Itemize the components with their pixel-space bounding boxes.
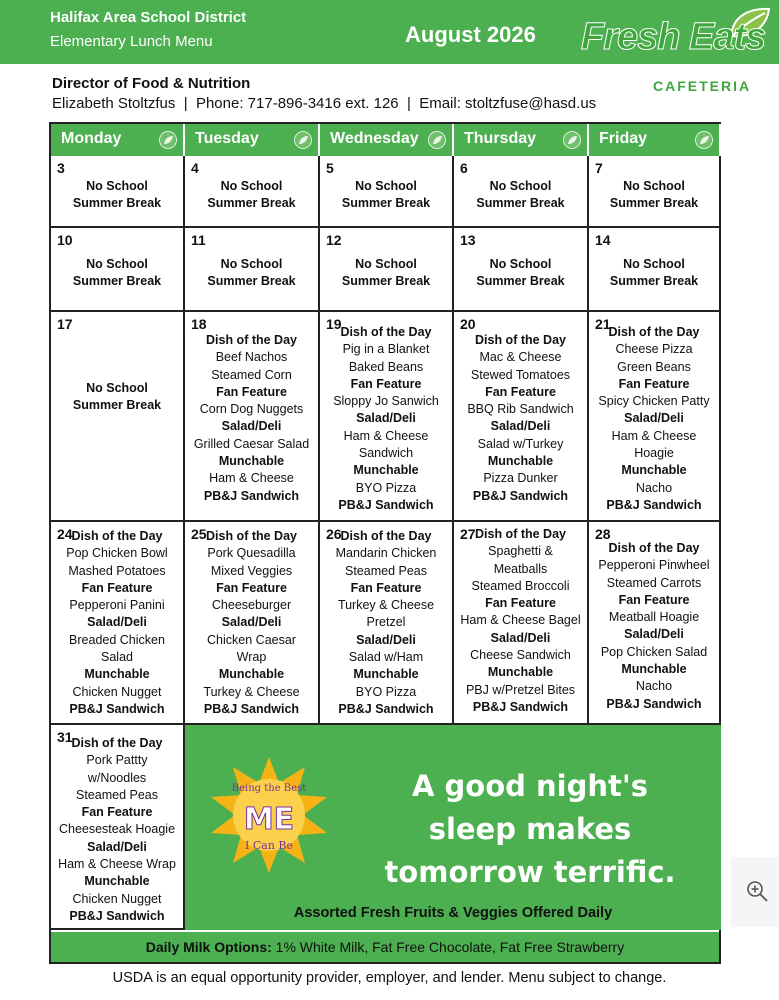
menu-item: Pizza Dunker [483,471,558,486]
menu-items [589,324,719,514]
menu-item: Pork Pattty [86,753,148,768]
milk-label: Daily Milk Options: [145,939,272,955]
badge-bottom-text: I Can Be [245,839,293,852]
calendar-day-25 [185,522,320,725]
menu-category: Munchable [84,667,150,682]
menu-category: PB&J Sandwich [203,488,300,503]
menu-category: Munchable [84,874,150,889]
menu-item: BBQ Rib Sandwich [467,402,574,417]
menu-item: Meatball Hoagie [608,610,700,625]
menu-category: No School [623,179,685,193]
day-header-thursday [454,124,589,156]
menu-category: Fan Feature [81,805,153,820]
menu-category: Dish of the Day [206,529,297,543]
menu-item: Spicy Chicken Patty [598,394,710,409]
menu-item: Mixed Veggies [210,563,293,578]
menu-category: Fan Feature [350,580,422,595]
day-header-friday [589,124,721,156]
menu-category: Fan Feature [485,596,556,611]
menu-item: Salad [101,650,133,665]
calendar-day-11 [185,228,320,312]
menu-item: Turkey & Cheese [203,684,300,699]
menu-category: No School [355,179,417,193]
menu-items [320,528,452,718]
menu-category: Summer Break [207,274,296,289]
day-number: 27 [460,526,476,542]
day-number: 3 [57,160,65,176]
menu-item: Cheesesteak Hoagie [58,822,176,837]
menu-items [589,256,719,291]
day-number: 7 [595,160,603,176]
menu-category: Fan Feature [81,580,153,595]
menu-category: No School [86,257,148,271]
menu-category: Fan Feature [618,376,690,391]
leaf-icon [294,131,312,149]
day-number: 28 [595,526,611,542]
day-header-tuesday [185,124,320,156]
menu-item: Breaded Chicken [69,632,165,647]
menu-item: BYO Pizza [355,684,417,699]
menu-item: Turkey & Cheese [337,598,435,613]
menu-category: Dish of the Day [340,529,432,543]
menu-item: Spaghetti & [488,544,553,559]
menu-category: Summer Break [72,398,162,413]
menu-category: PB&J Sandwich [338,701,434,716]
menu-category: Summer Break [609,274,699,289]
menu-category: Munchable [353,667,419,682]
menu-category: Salad/Deli [624,411,684,426]
menu-category: Dish of the Day [340,325,432,339]
menu-items [454,332,587,505]
menu-category: No School [220,179,283,193]
menu-item: Sandwich [358,446,414,461]
menu-category: PB&J Sandwich [69,908,165,923]
menu-items [51,528,183,718]
menu-item: Nacho [635,679,673,694]
calendar-day-10 [51,228,185,312]
calendar-day-24 [51,522,185,725]
menu-category: Munchable [487,665,554,680]
menu-item: Meatballs [493,561,548,576]
leaf-icon [695,131,713,149]
calendar-day-17 [51,312,185,522]
menu-item: Steamed Peas [76,787,158,802]
menu-item: Hoagie [634,446,674,461]
menu-items [454,178,587,213]
menu-item: Corn Dog Nuggets [199,402,304,417]
director-title: Director of Food & Nutrition [52,75,251,92]
menu-category: Summer Break [72,274,162,289]
menu-items [185,178,318,213]
sleep-slogan: A good night's sleep makes tomorrow terrific. [384,769,676,889]
menu-item: PBJ w/Pretzel Bites [465,682,576,697]
menu-item: Mandarin Chicken [335,546,437,561]
menu-category: Fan Feature [216,580,287,595]
day-number: 21 [595,316,611,332]
calendar-day-19 [320,312,454,522]
menu-item: Mac & Cheese [479,350,562,365]
zoom-control[interactable] [731,857,779,927]
menu-category: Fan Feature [618,592,690,607]
menu-items [51,256,183,291]
menu-category: PB&J Sandwich [606,497,702,512]
menu-category: PB&J Sandwich [203,701,300,716]
menu-category: Munchable [218,667,285,682]
milk-options-bar [51,932,719,962]
menu-category: Salad/Deli [356,632,416,647]
menu-category: PB&J Sandwich [69,701,165,716]
day-header-label: Wednesday [330,130,419,147]
menu-category: Summer Break [476,196,565,211]
menu-items [185,332,318,505]
day-number: 31 [57,729,73,745]
menu-category: Dish of the Day [71,736,163,750]
menu-items [589,178,719,213]
menu-item: Grilled Caesar Salad [193,436,310,451]
menu-category: PB&J Sandwich [606,696,702,711]
day-number: 11 [191,232,206,248]
menu-category: Dish of the Day [206,333,297,347]
menu-item: BYO Pizza [355,480,417,495]
menu-category: Salad/Deli [490,630,551,645]
leaf-icon [563,131,581,149]
menu-category: PB&J Sandwich [338,497,434,512]
calendar-day-6 [454,156,589,228]
menu-item: Pretzel [366,615,406,630]
menu-item: Wrap [236,650,267,665]
being-the-best-badge [209,755,329,875]
menu-item: Pop Chicken Salad [600,644,708,659]
menu-items [454,256,587,291]
menu-category: No School [355,257,417,271]
menu-category: Dish of the Day [71,529,163,543]
day-number: 4 [191,160,199,176]
logo-subtext: CAFETERIA [653,78,752,94]
day-header-monday [51,124,185,156]
menu-item: Pork Quesadilla [207,546,296,561]
menu-category: PB&J Sandwich [472,699,569,714]
logo-wordmark: Fresh Eats [581,16,766,58]
menu-category: Munchable [353,463,419,478]
menu-category: No School [86,179,148,193]
menu-item: Steamed Broccoli [471,578,570,593]
menu-item: Cheese Sandwich [470,648,571,663]
menu-item: Ham & Cheese [209,471,294,486]
menu-category: Dish of the Day [608,541,700,555]
calendar-day-7 [589,156,721,228]
menu-category: No School [220,257,283,271]
menu-item: Pig in a Blanket [342,342,430,357]
menu-category: Dish of the Day [475,333,566,347]
menu-category: Munchable [218,454,285,469]
menu-item: Steamed Corn [211,367,292,382]
menu-category: Summer Break [341,196,431,211]
menu-item: Green Beans [617,359,691,374]
calendar-day-18 [185,312,320,522]
menu-item: Ham & Cheese Wrap [58,857,176,872]
menu-items [51,380,183,415]
menu-items [320,256,452,291]
menu-item: Ham & Cheese [611,428,697,443]
zoom-in-icon[interactable] [745,879,769,903]
menu-category: PB&J Sandwich [472,488,569,503]
menu-item: Salad w/Ham [348,650,424,665]
leaf-icon [428,131,446,149]
menu-item: Mashed Potatoes [68,563,166,578]
calendar-day-12 [320,228,454,312]
menu-category: Dish of the Day [608,325,700,339]
menu-category: No School [86,381,148,395]
menu-item: Ham & Cheese [343,428,429,443]
milk-options: 1% White Milk, Fat Free Chocolate, Fat Free Strawberry [271,939,625,955]
menu-item: Pepperoni Pinwheel [598,558,710,573]
menu-category: No School [489,257,552,271]
day-number: 5 [326,160,334,176]
menu-category: Summer Break [341,274,431,289]
menu-subtitle: Elementary Lunch Menu [50,33,213,50]
menu-item: Chicken Nugget [72,684,162,699]
day-number: 18 [191,316,207,332]
menu-category: Salad/Deli [490,419,551,434]
calendar-day-26 [320,522,454,725]
menu-item: Beef Nachos [215,350,288,365]
menu-item: Salad w/Turkey [477,436,564,451]
menu-category: Fan Feature [485,384,556,399]
menu-category: No School [623,257,685,271]
day-number: 20 [460,316,476,332]
day-number: 12 [326,232,342,248]
menu-item: Chicken Nugget [72,891,162,906]
menu-calendar [49,122,721,964]
day-number: 25 [191,526,207,542]
fresh-fruits-note: Assorted Fresh Fruits & Veggies Offered Daily [293,905,613,921]
district-name: Halifax Area School District [50,9,247,26]
day-header-label: Monday [61,130,122,147]
menu-item: Sloppy Jo Sanwich [333,394,439,409]
badge-top-text: Being the Best [231,783,307,794]
menu-category: Fan Feature [216,384,287,399]
day-header-label: Friday [599,130,648,147]
usda-footer: USDA is an equal opportunity provider, employer, and lender. Menu subject to change. [112,970,667,986]
calendar-day-14 [589,228,721,312]
menu-item: w/Noodles [87,770,147,785]
menu-category: Salad/Deli [87,615,147,630]
menu-items [51,735,183,925]
calendar-day-28 [589,522,721,725]
menu-category: Salad/Deli [87,839,147,854]
menu-item: Baked Beans [348,359,424,374]
menu-item: Nacho [635,480,673,495]
badge-mid-text: ME [243,802,295,837]
menu-category: Fan Feature [350,376,422,391]
day-header-label: Thursday [464,130,537,147]
calendar-day-20 [454,312,589,522]
day-number: 19 [326,316,342,332]
calendar-day-21 [589,312,721,522]
menu-category: Salad/Deli [624,627,684,642]
menu-category: Summer Break [476,274,565,289]
day-number: 17 [57,316,73,332]
day-number: 26 [326,526,342,542]
menu-item: Pepperoni Panini [69,598,165,613]
day-header-label: Tuesday [195,130,259,147]
calendar-day-3 [51,156,185,228]
calendar-day-4 [185,156,320,228]
promo-panel [185,725,721,930]
menu-category: Munchable [487,454,554,469]
day-number: 13 [460,232,476,248]
menu-item: Pop Chicken Bowl [66,546,168,561]
menu-category: Salad/Deli [356,411,416,426]
day-number: 24 [57,526,73,542]
day-number: 14 [595,232,611,248]
fresh-eats-logo [577,2,777,94]
menu-category: Salad/Deli [221,615,282,630]
contact-line: Elizabeth Stoltzfus | Phone: 717-896-3416 ext. 126 | Email: stoltzfuse@hasd.us [52,95,597,112]
menu-items [320,324,452,514]
menu-items [185,256,318,291]
menu-item: Stewed Tomatoes [470,367,571,382]
menu-item: Cheese Pizza [615,342,693,357]
menu-category: Munchable [621,662,687,677]
day-number: 6 [460,160,468,176]
menu-category: Summer Break [207,196,296,211]
menu-item: Steamed Carrots [606,575,702,590]
calendar-day-27 [454,522,589,725]
menu-month: August 2026 [405,22,536,47]
menu-category: Summer Break [72,196,162,211]
menu-items [320,178,452,213]
calendar-day-5 [320,156,454,228]
menu-category: Dish of the Day [475,527,566,541]
calendar-day-31 [51,725,185,930]
menu-category: No School [489,179,552,193]
menu-category: Munchable [621,463,687,478]
day-header-wednesday [320,124,454,156]
menu-item: Cheeseburger [211,598,292,613]
menu-category: Summer Break [609,196,699,211]
menu-item: Chicken Caesar [207,632,296,647]
menu-items [51,178,183,213]
calendar-day-13 [454,228,589,312]
menu-items [589,540,719,713]
menu-items [454,526,587,716]
menu-item: Steamed Peas [345,563,427,578]
menu-item: Ham & Cheese Bagel [460,613,581,628]
day-number: 10 [57,232,73,248]
menu-category: Salad/Deli [221,419,282,434]
menu-items [185,528,318,718]
leaf-icon [159,131,177,149]
